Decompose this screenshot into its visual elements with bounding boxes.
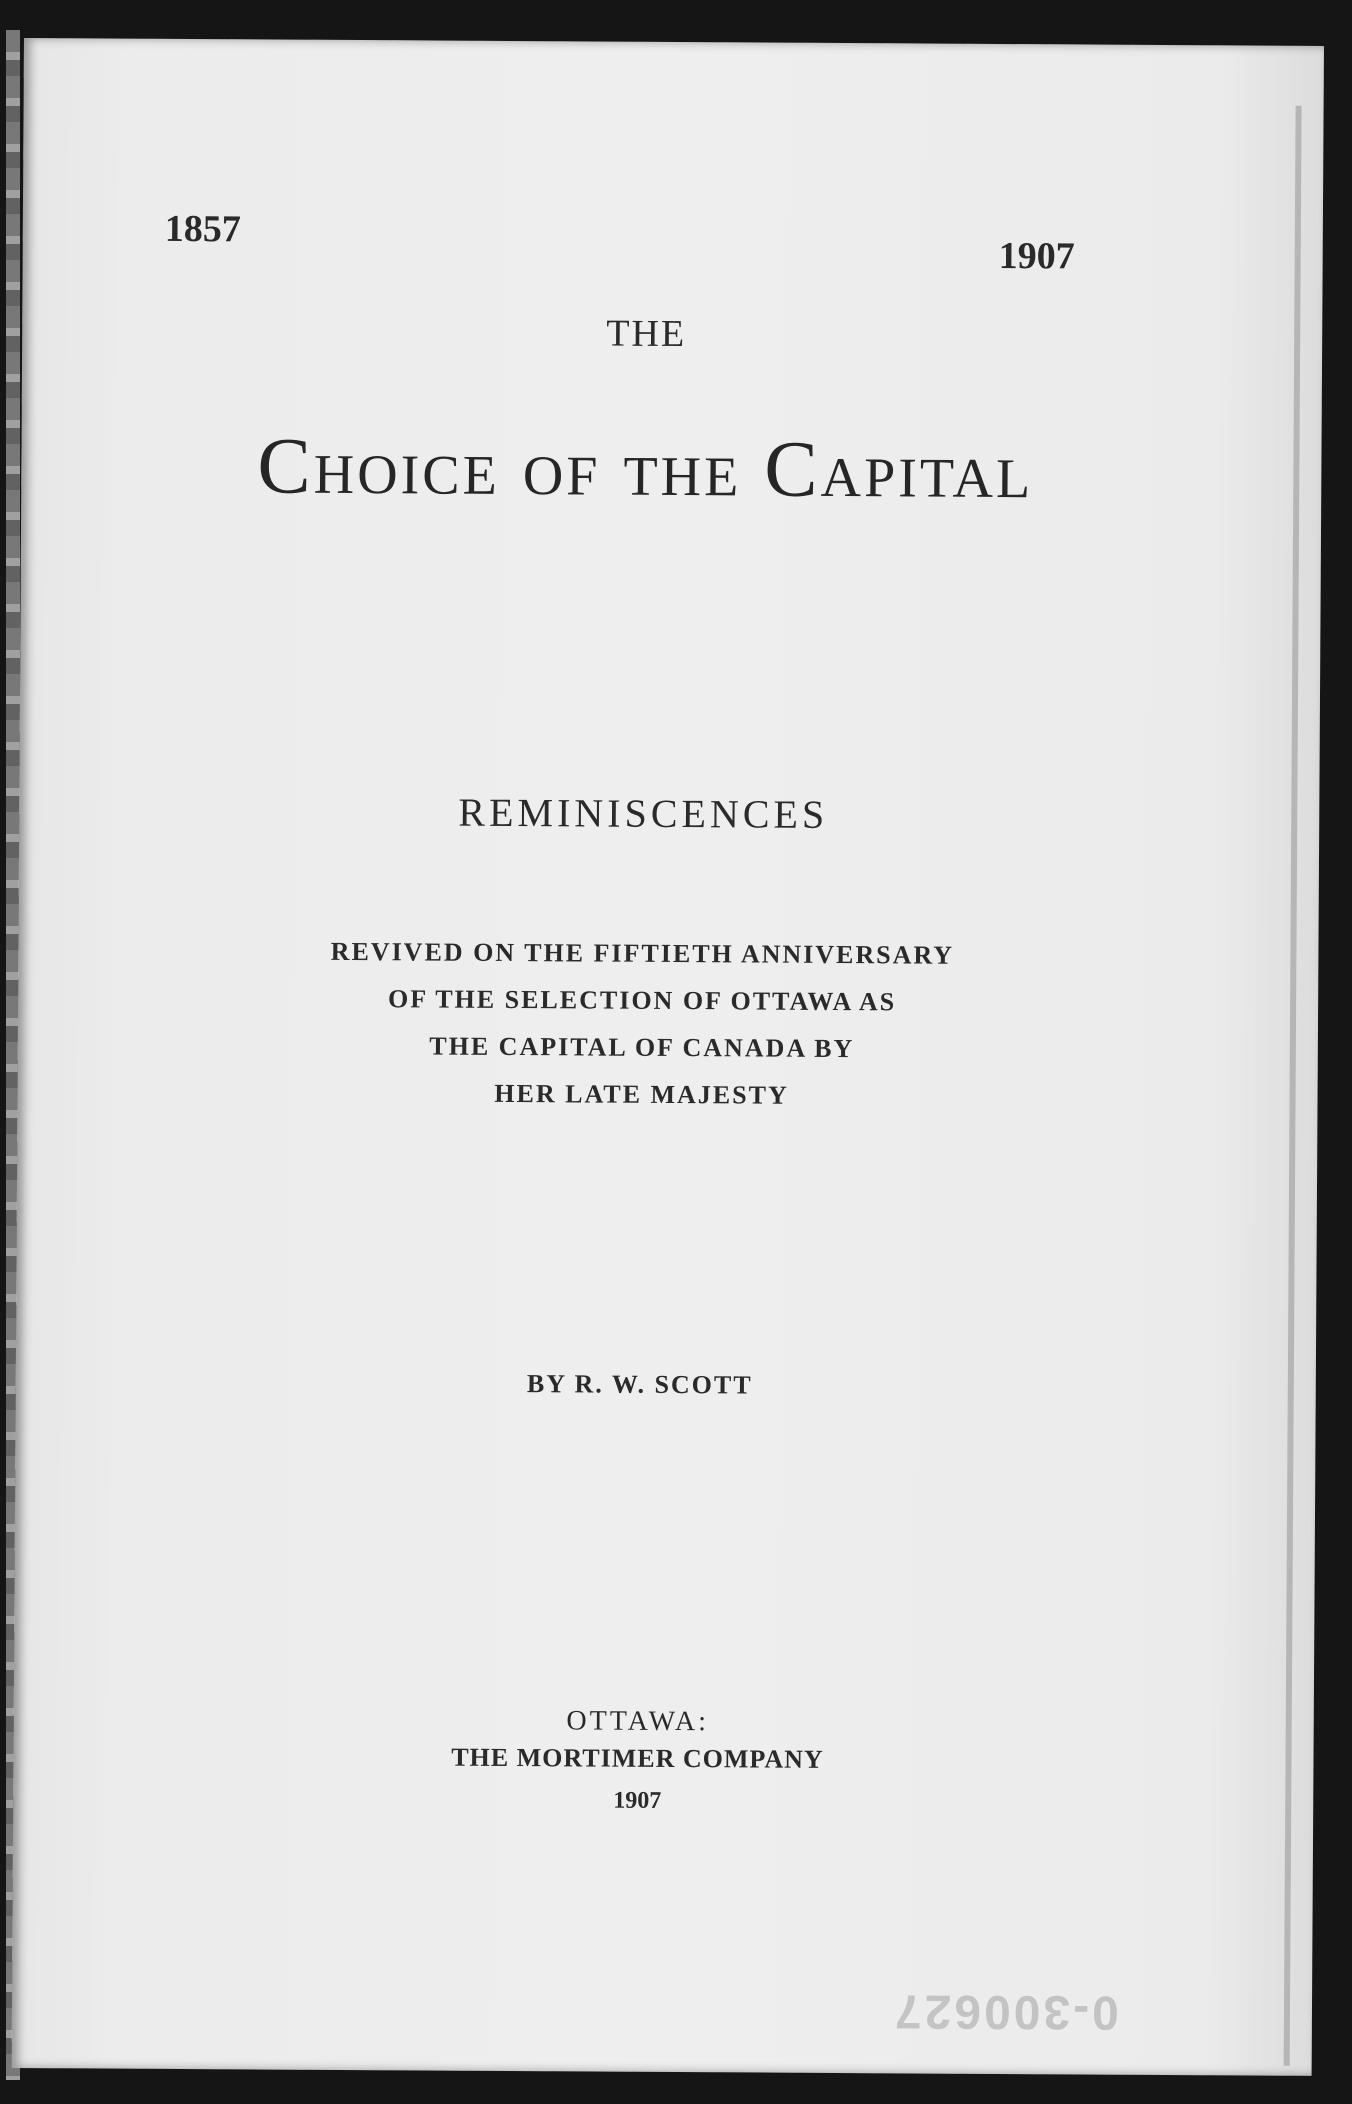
book-subtitle: REMINISCENCES <box>458 789 829 837</box>
end-year: 1907 <box>998 234 1075 278</box>
description-block <box>17 926 1266 1122</box>
imprint-publisher: THE MORTIMER COMPANY <box>451 1742 824 1774</box>
start-year: 1857 <box>164 207 241 251</box>
book-title: Choice of the Capital <box>257 422 1034 516</box>
imprint-place: OTTAWA: <box>566 1705 710 1738</box>
page-edge <box>1284 106 1302 2066</box>
imprint-year: 1907 <box>613 1787 662 1814</box>
description-line: OF THE SELECTION OF OTTAWA AS <box>388 984 897 1017</box>
title-page <box>12 38 1324 2076</box>
description-line: THE CAPITAL OF CANADA BY <box>429 1031 855 1064</box>
library-stamp: 0-300627 <box>891 1984 1119 2039</box>
description-line: HER LATE MAJESTY <box>494 1078 789 1110</box>
author-line: BY R. W. SCOTT <box>526 1369 753 1400</box>
description-line: REVIVED ON THE FIFTIETH ANNIVERSARY <box>330 936 955 970</box>
title-article: THE <box>606 312 687 356</box>
